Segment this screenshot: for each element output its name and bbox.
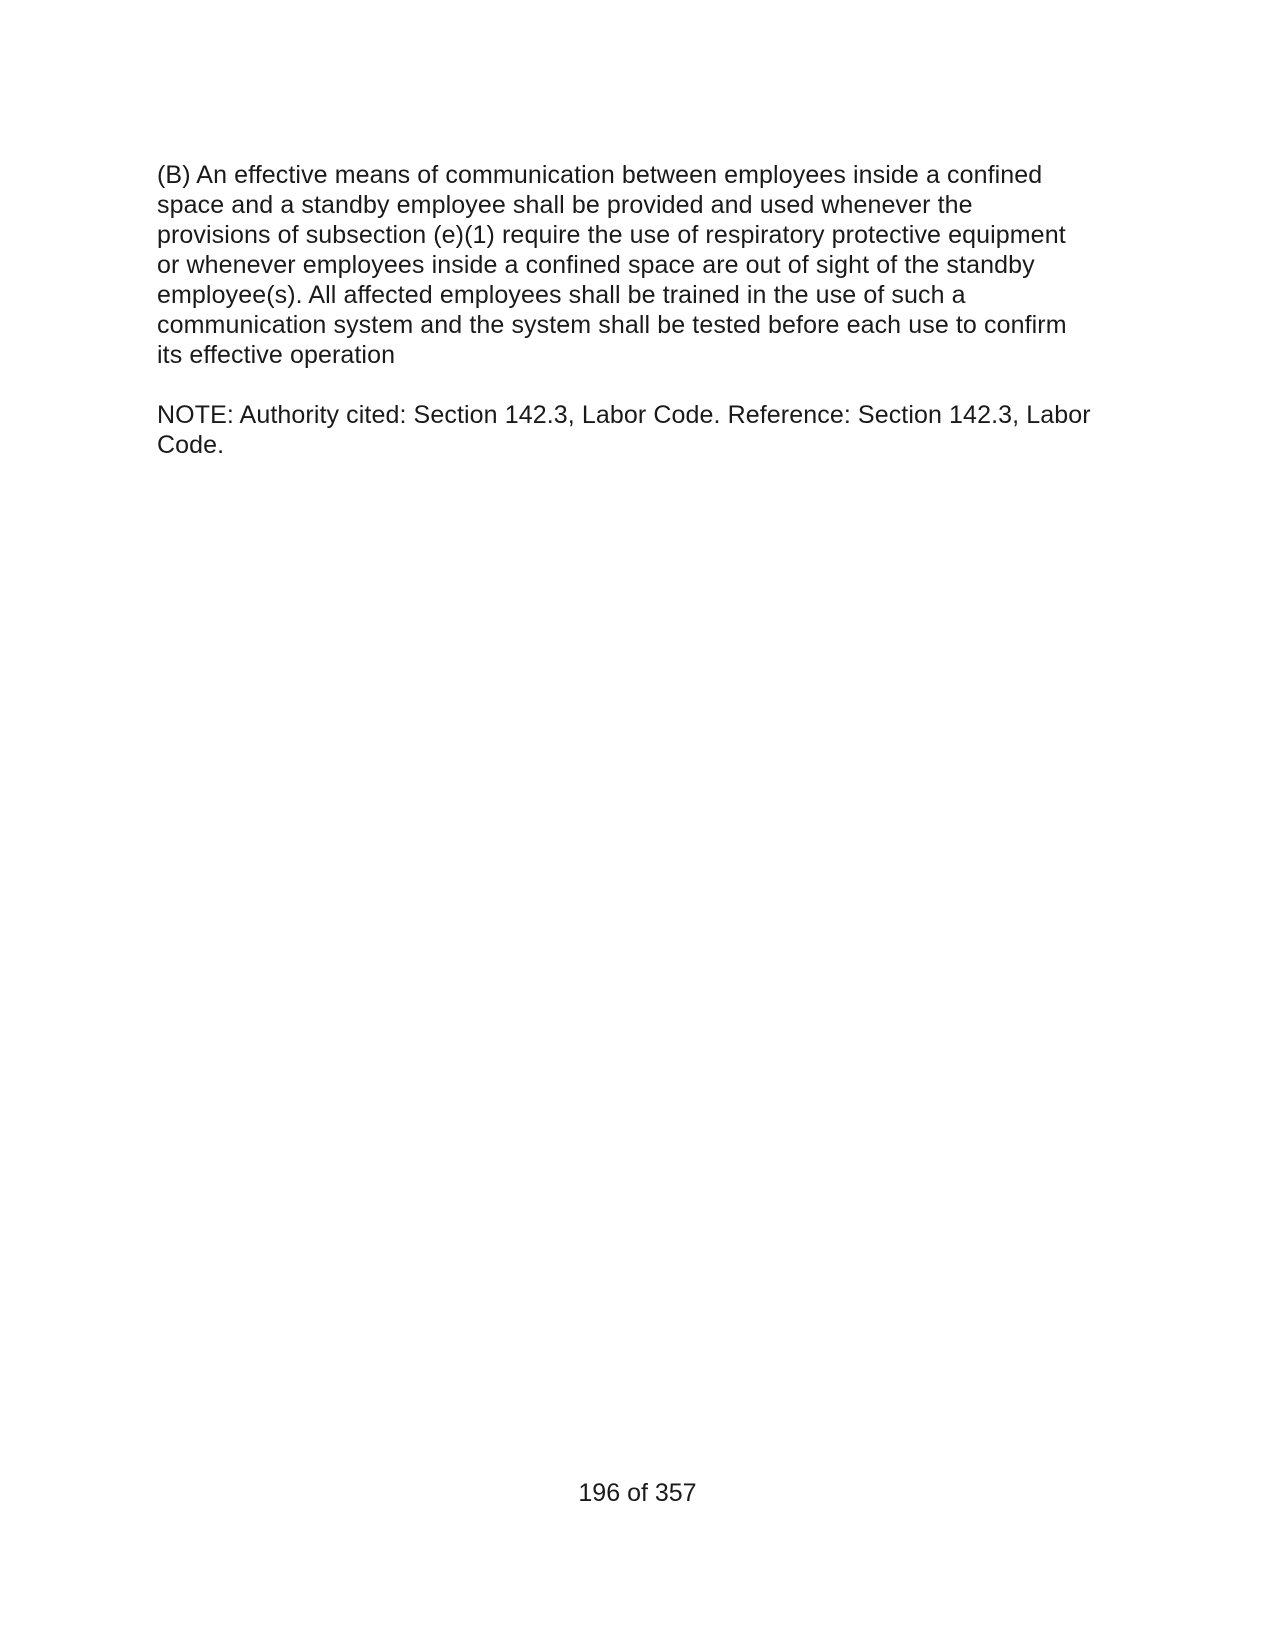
paragraph-authority-note: NOTE: Authority cited: Section 142.3, Labor Code. Reference: Section 142.3, Labor Code. — [157, 401, 1091, 459]
page-body — [157, 160, 1187, 460]
paragraph-communication-requirement: (B) An effective means of communication between employees inside a confined space and a standby employee shall be provided and used whenever the provisions of subsection (e)(1) require the use of respiratory protective equipment or whenever employees inside a confined space are out of sight of the standby employee(s). All affected employees shall be trained in the use of such a communication system and the system shall be tested before each use to confirm its effective operation — [157, 161, 1067, 369]
page-number: 196 of 357 — [578, 1479, 697, 1507]
